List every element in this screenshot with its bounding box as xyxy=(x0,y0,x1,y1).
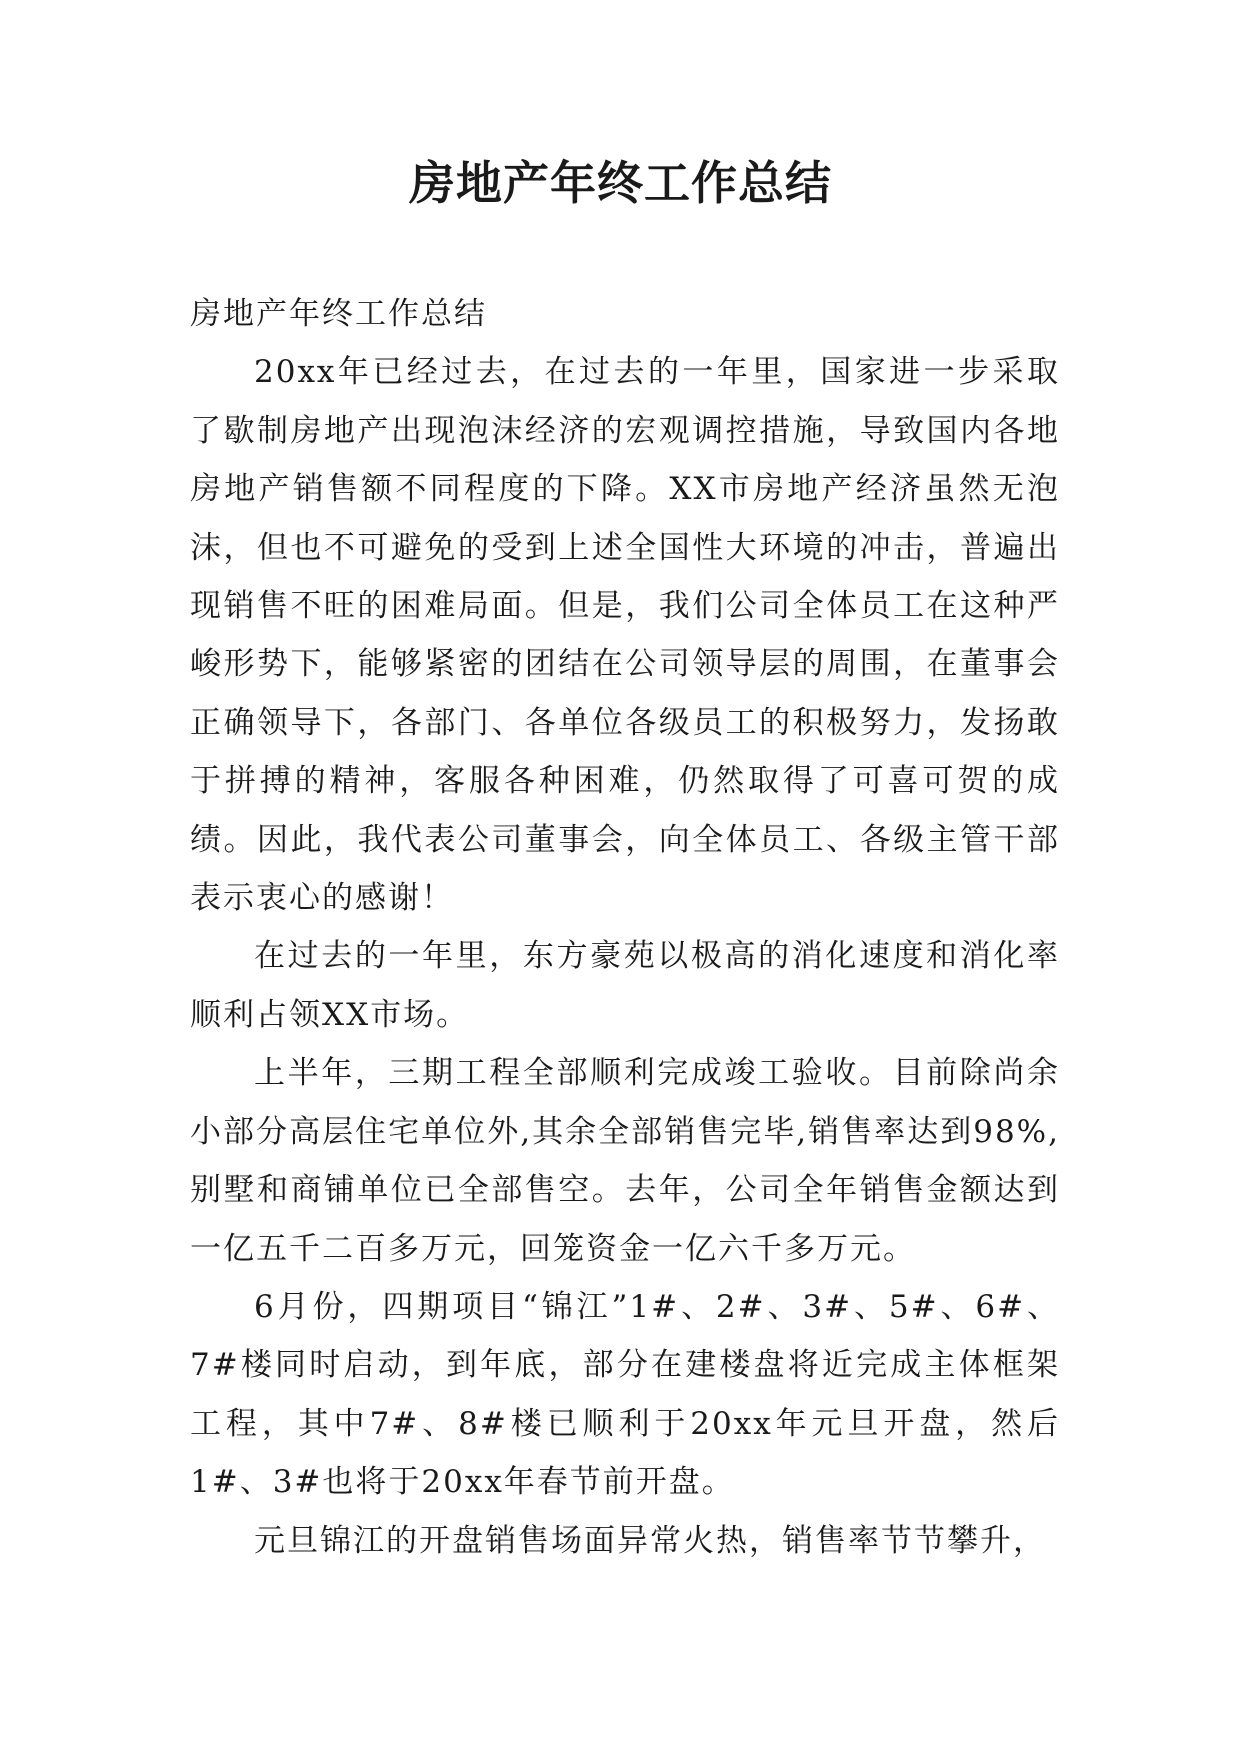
document-title: 房地产年终工作总结 xyxy=(409,156,832,210)
document-subtitle: 房地产年终工作总结 xyxy=(190,296,487,332)
document-body xyxy=(190,285,1060,1570)
paragraph-market: 在过去的一年里，东方豪苑以极高的消化速度和消化率顺利占领XX市场。 xyxy=(190,938,1060,1033)
paragraph-new-year: 元旦锦江的开盘销售场面异常火热，销售率节节攀升， xyxy=(254,1522,1046,1559)
paragraph-first-half: 上半年，三期工程全部顺利完成竣工验收。目前除尚余小部分高层住宅单位外,其余全部销售完毕,销售率达到98%,别墅和商铺单位已全部售空。去年，公司全年销售金额达到一亿五千二百多万元，回笼资金一亿六千多万元。 xyxy=(190,1055,1060,1267)
paragraph-intro: 20xx年已经过去，在过去的一年里，国家进一步采取了歇制房地产出现泡沫经济的宏观调控措施，导致国内各地房地产销售额不同程度的下降。XX市房地产经济虽然无泡沫，但也不可避免的受到上述全国性大环境的冲击，普遍出现销售不旺的困难局面。但是，我们公司全体员工在这种严峻形势下，能够紧密的团结在公司领导层的周围，在董事会正确领导下，各部门、各单位各级员工的积极努力，发扬敢于拼搏的精神，客服各种困难，仍然取得了可喜可贺的成绩。因此，我代表公司董事会，向全体员工、各级主管干部表示衷心的感谢！ xyxy=(190,354,1060,917)
paragraph-june: 6月份，四期项目“锦江”1#、2#、3#、5#、6#、7#楼同时启动，到年底，部分在建楼盘将近完成主体框架工程，其中7#、8#楼已顺利于20xx年元旦开盘，然后1#、3#也将于20xx年春节前开盘。 xyxy=(190,1288,1060,1501)
